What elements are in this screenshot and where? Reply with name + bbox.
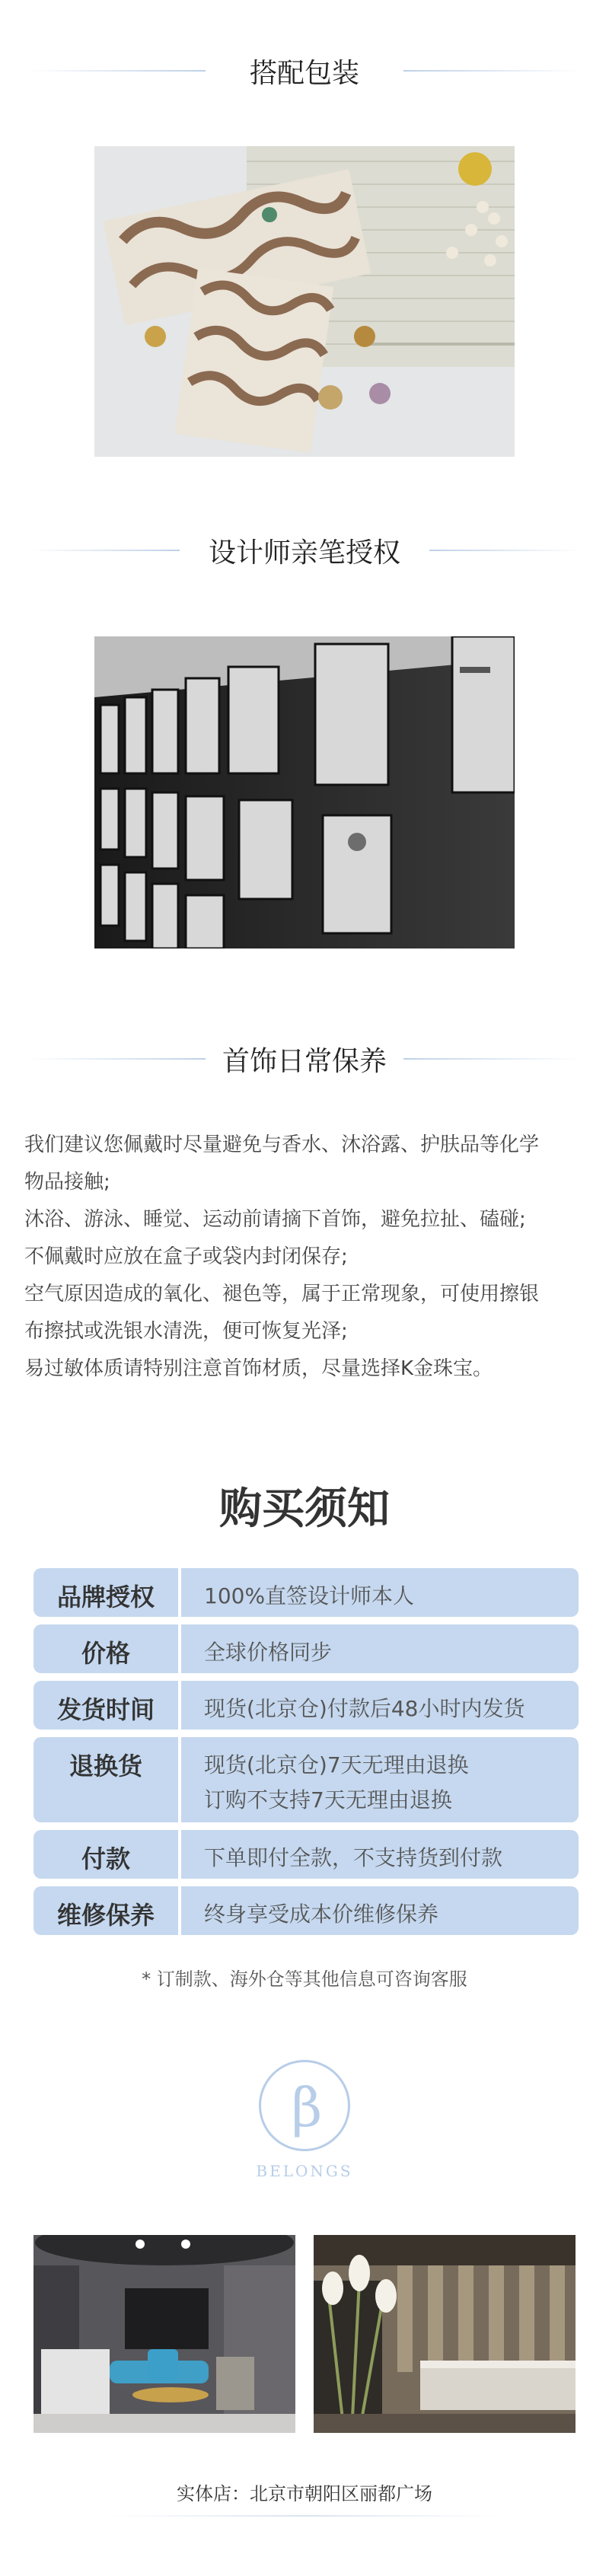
notice-value: 现货(北京仓)付款后48小时内发货 [181,1681,579,1730]
notice-value: 下单即付全款，不支持货到付款 [181,1830,579,1879]
notice-label: 维修保养 [33,1886,178,1935]
certificates-photo [94,636,515,948]
notice-value: 100%直签设计师本人 [181,1568,579,1617]
notice-label: 退换货 [33,1737,178,1822]
notice-row-shipping [33,1681,579,1730]
notice-label: 品牌授权 [33,1568,178,1617]
care-line: 物品接触; [24,1171,110,1194]
care-title: 首饰日常保养 [222,1046,387,1077]
care-line: 布擦拭或洗银水清洗，便可恢复光泽; [24,1320,348,1343]
care-line: 我们建议您佩戴时尽量避免与香水、沐浴露、护肤品等化学 [24,1133,540,1156]
store-address: 实体店：北京市朝阳区丽都广场 [177,2483,432,2504]
purchase-notice-title: 购买须知 [219,1484,390,1534]
title-line-right [403,70,582,72]
title-line-right [403,1058,582,1060]
notice-label: 价格 [33,1624,178,1673]
divider [111,2515,498,2517]
care-line: 空气原因造成的氧化、褪色等，属于正常现象，可使用擦银 [24,1283,540,1306]
designer-title: 设计师亲笔授权 [208,537,400,569]
brand-logo [259,2060,350,2151]
notice-label: 付款 [33,1830,178,1879]
purchase-notice-table [33,1568,579,1943]
notice-label: 发货时间 [33,1681,178,1730]
notice-value: 终身享受成本价维修保养 [181,1886,579,1935]
notice-row-brand [33,1568,579,1617]
beta-logo-icon: β [291,2077,323,2139]
notice-row-price [33,1624,579,1673]
notice-value-line: 订购不支持7天无理由退换 [204,1787,452,1812]
notice-value: 全球价格同步 [181,1624,579,1673]
notice-footnote: * 订制款、海外仓等其他信息可咨询客服 [142,1969,467,1990]
notice-value [181,1737,579,1822]
notice-row-payment [33,1830,579,1879]
care-line: 沐浴、游泳、睡觉、运动前请摘下首饰，避免拉扯、磕碰; [24,1208,526,1231]
care-line: 易过敏体质请特别注意首饰材质，尽量选择K金珠宝。 [24,1357,493,1380]
care-line: 不佩戴时应放在盒子或袋内封闭保存; [24,1245,348,1268]
notice-row-returns [33,1737,579,1822]
notice-value-line: 现货(北京仓)7天无理由退换 [204,1752,469,1777]
notice-row-repair [33,1886,579,1935]
brand-name: BELONGS [256,2162,353,2180]
packaging-photo [94,146,515,457]
packaging-title: 搭配包装 [249,58,359,89]
store-interior-photo [33,2235,295,2433]
title-line-right [429,550,582,551]
store-showroom-photo [314,2235,576,2433]
care-instructions [24,1127,588,1388]
